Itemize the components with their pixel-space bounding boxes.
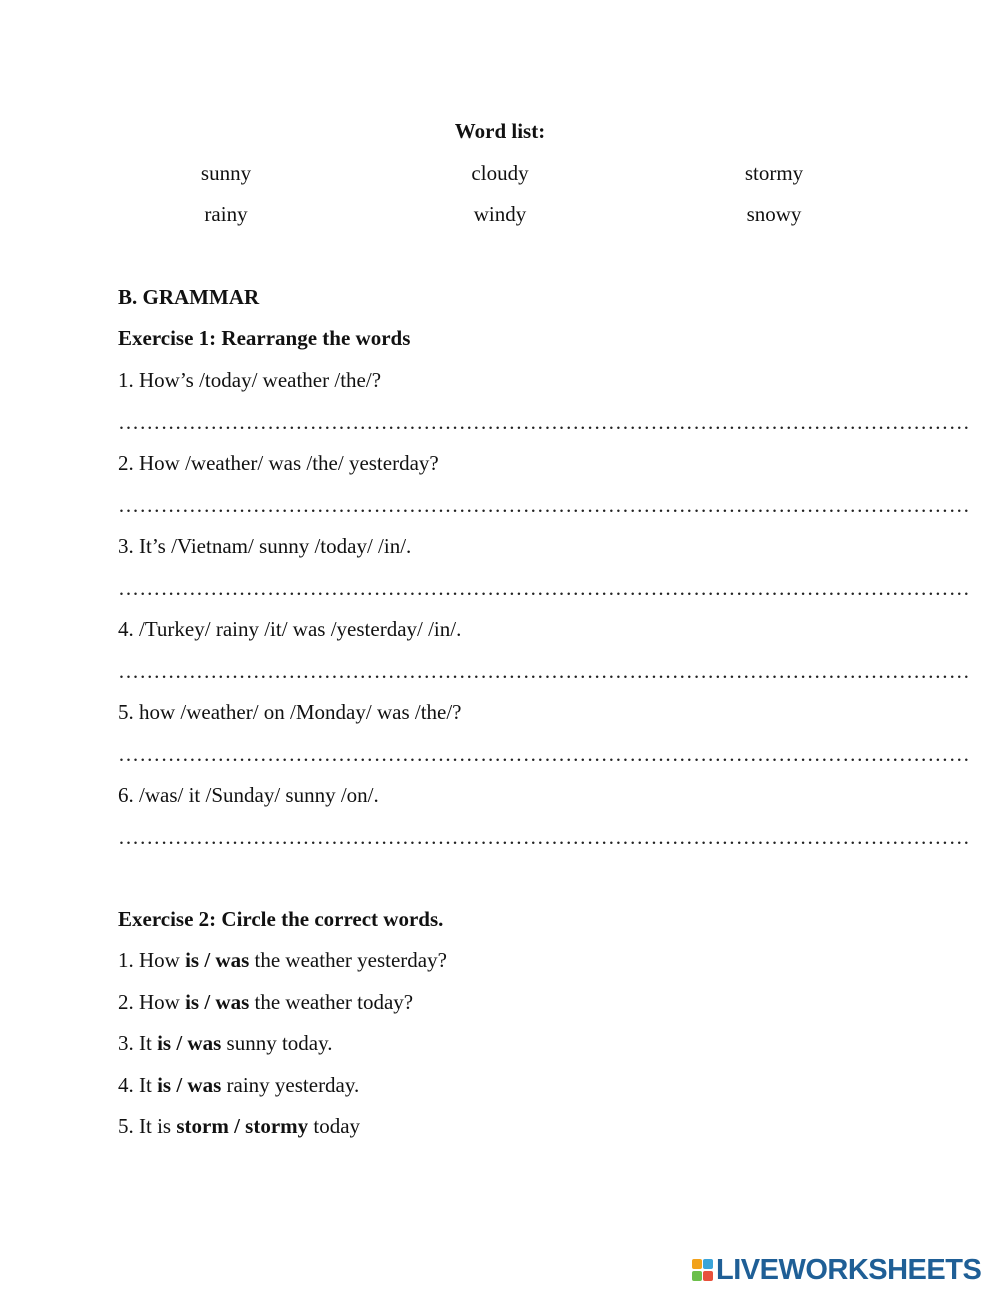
exercise1-item-5: 5. how /weather/ on /Monday/ was /the/? [118, 700, 462, 724]
item-text-before: 3. It [118, 1031, 158, 1055]
exercise1-item-3: 3. It’s /Vietnam/ sunny /today/ /in/. [118, 534, 412, 558]
item-text-before: 1. How [118, 948, 186, 972]
item-text-after: the weather yesterday? [249, 948, 447, 972]
word-stormy: stormy [744, 161, 804, 185]
logo-square [692, 1271, 702, 1281]
exercise1-answer-line-2[interactable]: ………………………………………………………………………………………………………… [118, 493, 970, 517]
logo-squares-icon [692, 1258, 714, 1282]
exercise1-item-1: 1. How’s /today/ weather /the/? [118, 368, 382, 392]
word-rainy: rainy [204, 202, 248, 226]
choice-options[interactable]: is / was [185, 948, 250, 972]
choice-options[interactable]: is / was [185, 990, 250, 1014]
word-list-title: Word list: [454, 119, 546, 143]
word-snowy: snowy [746, 202, 802, 226]
exercise1-answer-line-6[interactable]: ………………………………………………………………………………………………………… [118, 825, 970, 849]
item-text-after: rainy yesterday. [221, 1073, 360, 1097]
logo-square [703, 1259, 713, 1269]
exercise2-item-1 [118, 948, 447, 972]
exercise1-item-4: 4. /Turkey/ rainy /it/ was /yesterday/ /in/. [118, 617, 462, 641]
exercise1-answer-line-3[interactable]: ………………………………………………………………………………………………………… [118, 576, 970, 600]
item-text-before: 5. It is [118, 1114, 177, 1138]
exercise2-item-2 [118, 990, 413, 1014]
exercise2-item-4 [118, 1073, 359, 1097]
item-text-before: 2. How [118, 990, 186, 1014]
item-text-after: the weather today? [249, 990, 414, 1014]
exercise2-item-3 [118, 1031, 332, 1055]
logo-square [703, 1271, 713, 1281]
exercise2-title: Exercise 2: Circle the correct words. [118, 907, 444, 931]
exercise2-item-5 [118, 1114, 360, 1138]
item-text-after: today [308, 1114, 361, 1138]
exercise1-title: Exercise 1: Rearrange the words [118, 326, 411, 350]
item-text-before: 4. It [118, 1073, 158, 1097]
exercise1-answer-line-1[interactable]: ………………………………………………………………………………………………………… [118, 410, 970, 434]
exercise1-answer-line-5[interactable]: ………………………………………………………………………………………………………… [118, 742, 970, 766]
word-sunny: sunny [200, 161, 252, 185]
logo-square [692, 1259, 702, 1269]
liveworksheets-logo [692, 1255, 981, 1285]
word-cloudy: cloudy [471, 161, 529, 185]
choice-options[interactable]: is / was [157, 1031, 222, 1055]
choice-options[interactable]: storm / stormy [176, 1114, 309, 1138]
exercise1-item-6: 6. /was/ it /Sunday/ sunny /on/. [118, 783, 379, 807]
section-title: B. GRAMMAR [118, 285, 260, 309]
item-text-after: sunny today. [221, 1031, 333, 1055]
logo-text: LIVEWORKSHEETS [716, 1254, 982, 1286]
exercise1-answer-line-4[interactable]: ………………………………………………………………………………………………………… [118, 659, 970, 683]
exercise1-item-2: 2. How /weather/ was /the/ yesterday? [118, 451, 439, 475]
word-windy: windy [473, 202, 527, 226]
choice-options[interactable]: is / was [157, 1073, 222, 1097]
